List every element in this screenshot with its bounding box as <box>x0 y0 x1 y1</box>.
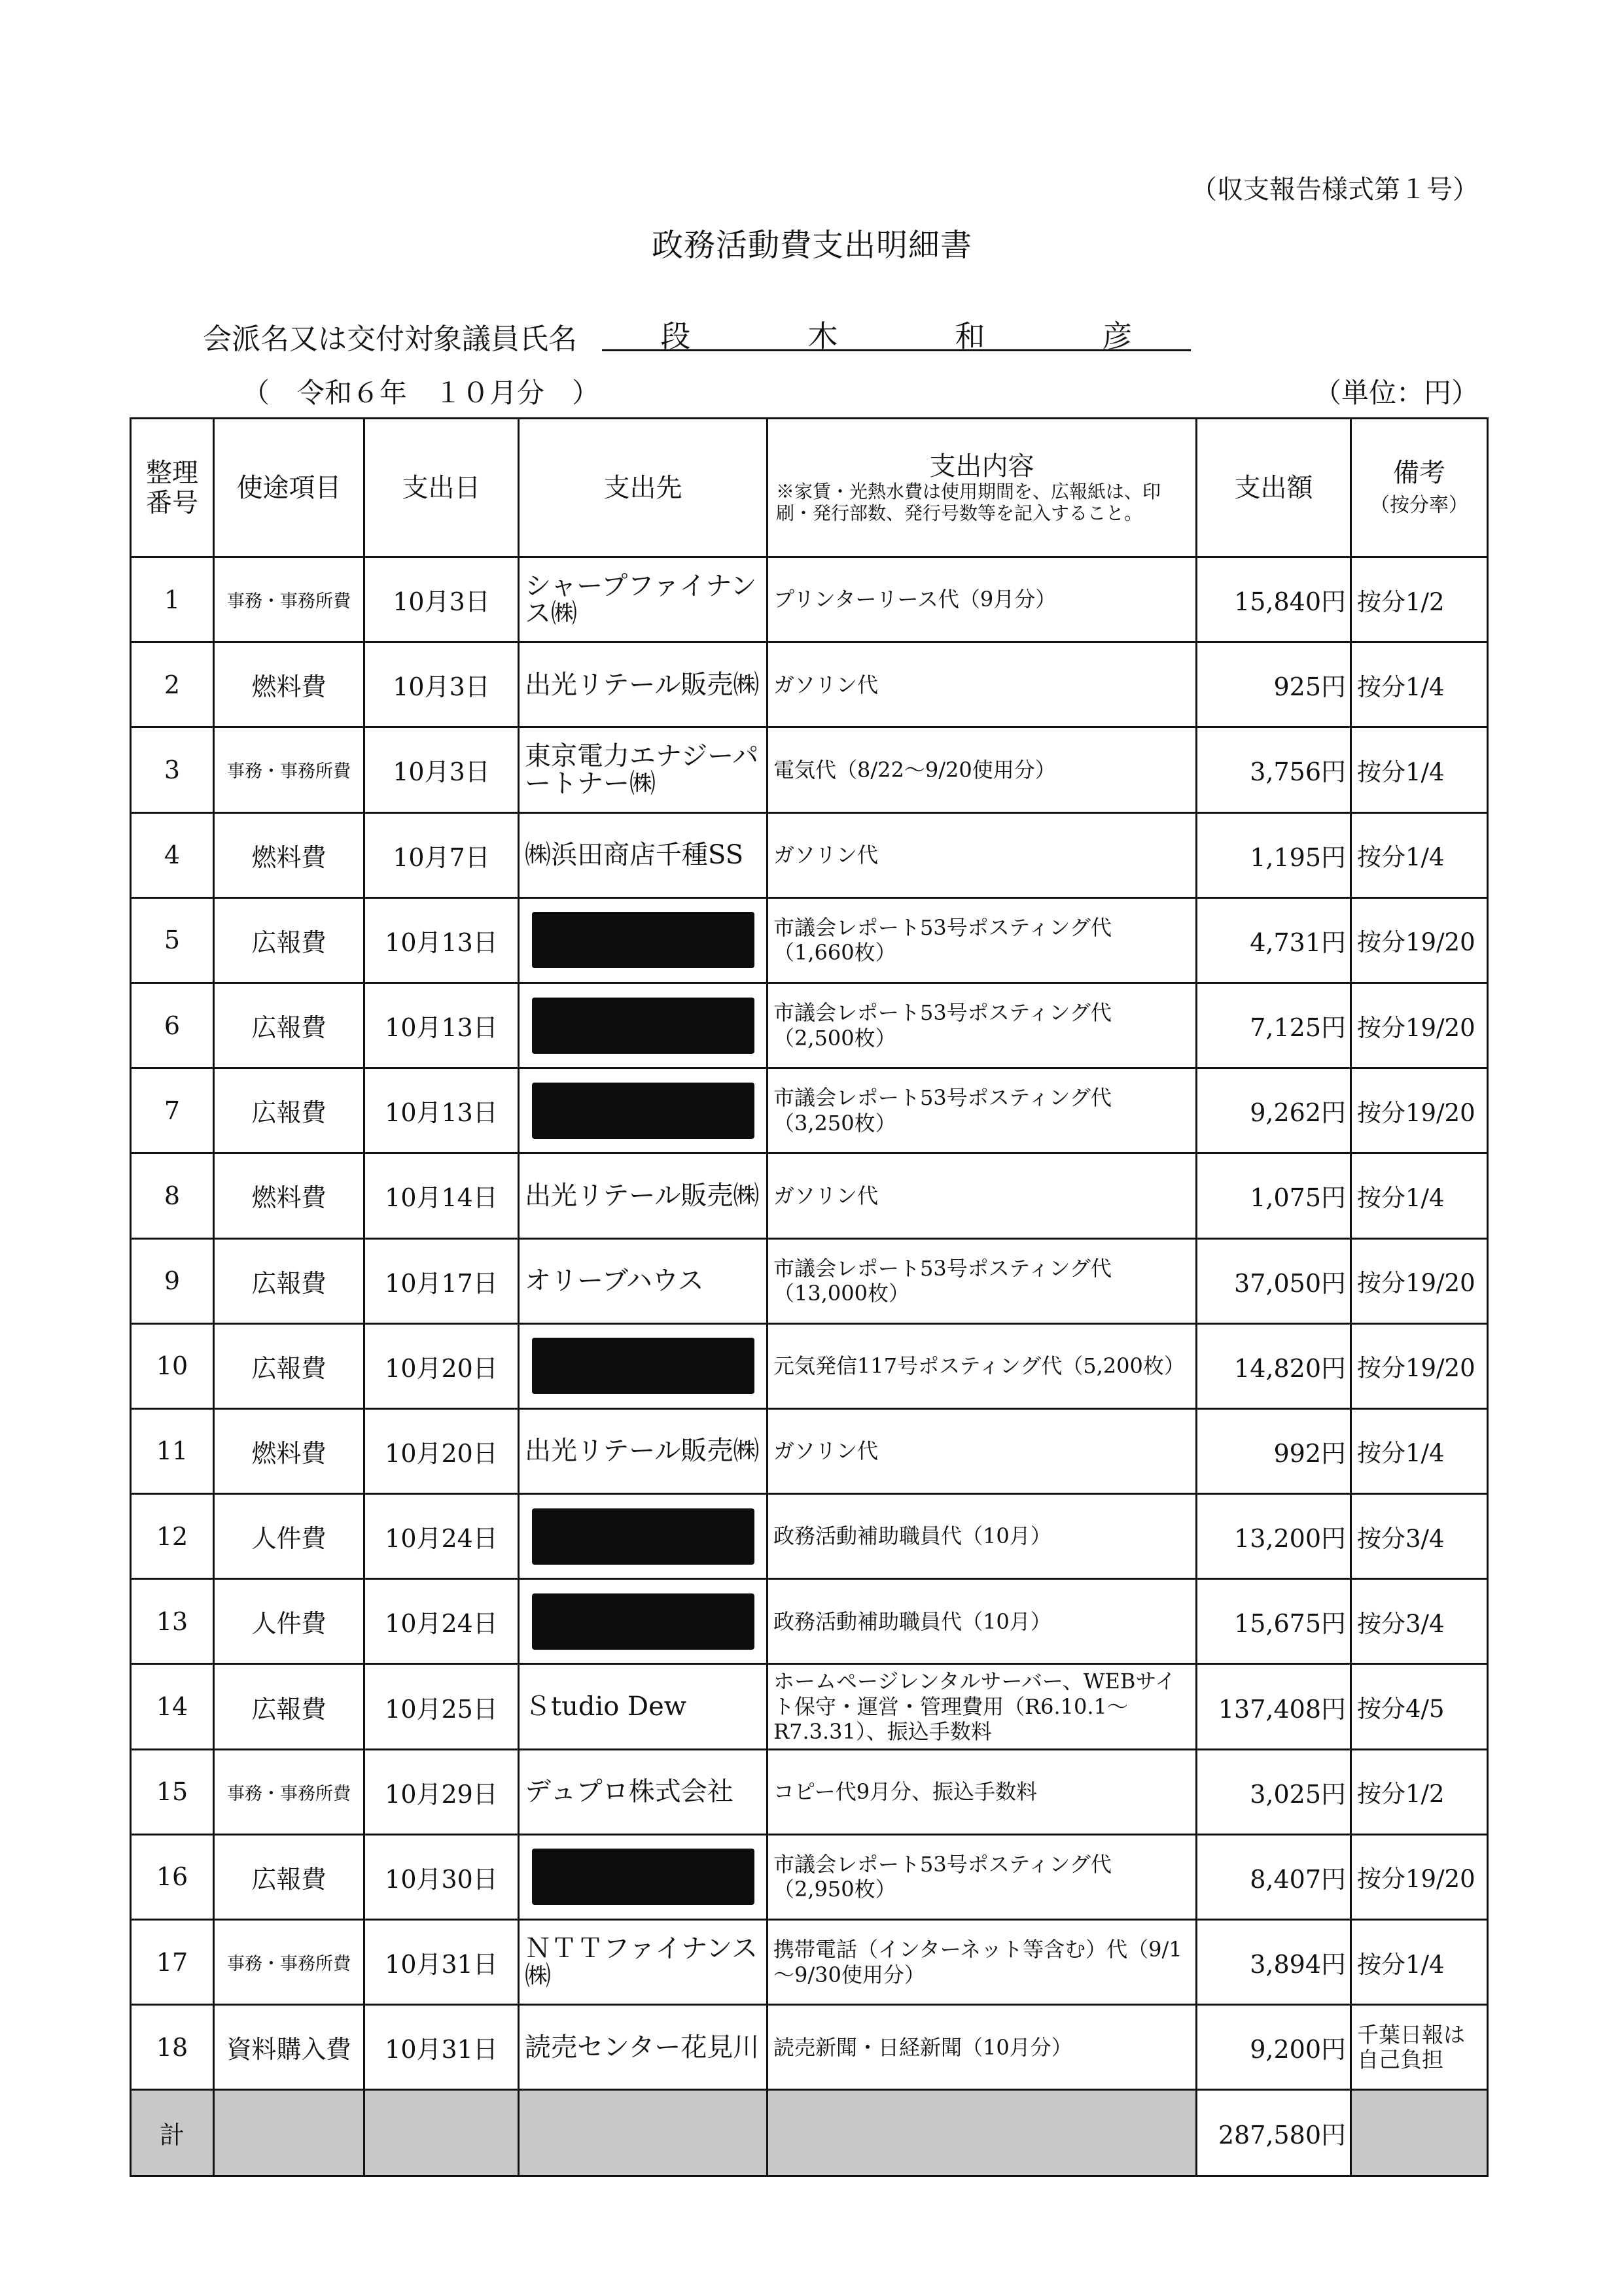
row-remarks: 按分19/20 <box>1351 1068 1488 1153</box>
row-date: 10月13日 <box>364 983 519 1068</box>
row-number: 6 <box>131 983 214 1068</box>
redaction-block <box>532 1083 754 1139</box>
row-date: 10月31日 <box>364 1920 519 2005</box>
row-payee: Ｓtudio Dew <box>519 1664 768 1749</box>
row-date: 10月24日 <box>364 1579 519 1664</box>
row-payee: 出光リテール販売㈱ <box>519 1153 768 1238</box>
row-detail: ガソリン代 <box>768 812 1197 897</box>
row-category: 事務・事務所費 <box>214 727 364 812</box>
row-detail: 市議会レポート53号ポスティング代（2,500枚） <box>768 983 1197 1068</box>
row-category: 広報費 <box>214 983 364 1068</box>
row-amount: 14,820円 <box>1197 1323 1351 1408</box>
row-payee: 出光リテール販売㈱ <box>519 1408 768 1493</box>
row-date: 10月20日 <box>364 1323 519 1408</box>
row-payee: ＮＴＴファイナンス㈱ <box>519 1920 768 2005</box>
row-detail: 元気発信117号ポスティング代（5,200枚） <box>768 1323 1197 1408</box>
header-detail <box>768 419 1197 557</box>
total-row <box>131 2090 1488 2176</box>
row-detail: 市議会レポート53号ポスティング代（13,000枚） <box>768 1238 1197 1323</box>
row-category: 広報費 <box>214 1664 364 1749</box>
header-remarks-sub: （按分率） <box>1370 493 1468 517</box>
row-number: 7 <box>131 1068 214 1153</box>
table-row <box>131 1664 1488 1749</box>
row-category: 燃料費 <box>214 1153 364 1238</box>
row-payee: シャープファイナンス㈱ <box>519 557 768 642</box>
period-label: （ 令和６年 １０月分 ） <box>242 377 600 409</box>
row-amount: 992円 <box>1197 1408 1351 1493</box>
table-row <box>131 1749 1488 1834</box>
row-detail: ガソリン代 <box>768 1153 1197 1238</box>
row-date: 10月14日 <box>364 1153 519 1238</box>
row-category: 事務・事務所費 <box>214 1749 364 1834</box>
row-date: 10月29日 <box>364 1749 519 1834</box>
redaction-block <box>532 912 754 968</box>
table-row <box>131 557 1488 642</box>
row-amount: 3,756円 <box>1197 727 1351 812</box>
row-amount: 37,050円 <box>1197 1238 1351 1323</box>
row-detail: 政務活動補助職員代（10月） <box>768 1494 1197 1579</box>
row-remarks: 按分1/4 <box>1351 812 1488 897</box>
row-amount: 13,200円 <box>1197 1494 1351 1579</box>
member-name <box>602 313 1191 354</box>
row-number: 16 <box>131 1834 214 1919</box>
row-number: 5 <box>131 897 214 983</box>
row-detail: 市議会レポート53号ポスティング代（1,660枚） <box>768 897 1197 983</box>
header-row <box>131 419 1488 557</box>
row-amount: 3,025円 <box>1197 1749 1351 1834</box>
row-category: 事務・事務所費 <box>214 1920 364 2005</box>
table-row <box>131 897 1488 983</box>
row-number: 1 <box>131 557 214 642</box>
document-title: 政務活動費支出明細書 <box>651 227 972 264</box>
row-amount: 925円 <box>1197 642 1351 727</box>
row-number: 18 <box>131 2005 214 2090</box>
row-detail: コピー代9月分、振込手数料 <box>768 1749 1197 1834</box>
row-category: 広報費 <box>214 1068 364 1153</box>
row-remarks: 按分1/4 <box>1351 642 1488 727</box>
row-number: 10 <box>131 1323 214 1408</box>
row-amount: 3,894円 <box>1197 1920 1351 2005</box>
row-payee: デュプロ株式会社 <box>519 1749 768 1834</box>
row-category: 人件費 <box>214 1494 364 1579</box>
redaction-block <box>532 1593 754 1650</box>
total-empty-cell <box>1351 2090 1488 2176</box>
row-payee: 読売センター花見川 <box>519 2005 768 2090</box>
table-row <box>131 1238 1488 1323</box>
row-remarks: 千葉日報は自己負担 <box>1351 2005 1488 2090</box>
row-remarks: 按分1/4 <box>1351 1920 1488 2005</box>
row-number: 17 <box>131 1920 214 2005</box>
member-name-char: 和 <box>955 319 985 354</box>
redaction-block <box>532 998 754 1054</box>
row-category: 広報費 <box>214 1323 364 1408</box>
row-payee <box>519 1323 768 1408</box>
row-amount: 1,195円 <box>1197 812 1351 897</box>
row-payee <box>519 983 768 1068</box>
row-detail: 携帯電話（インターネット等含む）代（9/1～9/30使用分） <box>768 1920 1197 2005</box>
header-payee: 支出先 <box>519 419 768 557</box>
header-detail-label: 支出内容 <box>929 451 1034 482</box>
row-date: 10月7日 <box>364 812 519 897</box>
unit-label: （単位：円） <box>1313 377 1479 409</box>
row-amount: 8,407円 <box>1197 1834 1351 1919</box>
row-remarks: 按分1/4 <box>1351 727 1488 812</box>
form-number: （収支報告様式第１号） <box>1191 175 1479 205</box>
row-number: 11 <box>131 1408 214 1493</box>
table-row <box>131 727 1488 812</box>
row-number: 3 <box>131 727 214 812</box>
row-number: 13 <box>131 1579 214 1664</box>
table-row <box>131 1494 1488 1579</box>
row-number: 15 <box>131 1749 214 1834</box>
row-remarks: 按分19/20 <box>1351 1834 1488 1919</box>
row-remarks: 按分3/4 <box>1351 1579 1488 1664</box>
header-amount: 支出額 <box>1197 419 1351 557</box>
member-name-char: 彦 <box>1102 319 1133 354</box>
row-remarks: 按分1/2 <box>1351 557 1488 642</box>
row-number: 2 <box>131 642 214 727</box>
row-remarks: 按分19/20 <box>1351 1323 1488 1408</box>
row-payee <box>519 897 768 983</box>
row-number: 9 <box>131 1238 214 1323</box>
row-number: 14 <box>131 1664 214 1749</box>
row-date: 10月30日 <box>364 1834 519 1919</box>
row-detail: ガソリン代 <box>768 1408 1197 1493</box>
row-amount: 9,262円 <box>1197 1068 1351 1153</box>
row-remarks: 按分19/20 <box>1351 1238 1488 1323</box>
row-detail: 読売新聞・日経新聞（10月分） <box>768 2005 1197 2090</box>
row-remarks: 按分19/20 <box>1351 983 1488 1068</box>
row-remarks: 按分1/4 <box>1351 1408 1488 1493</box>
row-date: 10月25日 <box>364 1664 519 1749</box>
redaction-block <box>532 1849 754 1905</box>
row-payee <box>519 1494 768 1579</box>
row-payee: オリーブハウス <box>519 1238 768 1323</box>
row-date: 10月3日 <box>364 642 519 727</box>
table-row <box>131 1323 1488 1408</box>
row-payee: 東京電力エナジーパートナー㈱ <box>519 727 768 812</box>
row-amount: 7,125円 <box>1197 983 1351 1068</box>
row-payee <box>519 1834 768 1919</box>
row-date: 10月3日 <box>364 727 519 812</box>
member-name-char: 段 <box>660 319 691 354</box>
table-body <box>131 557 1488 2090</box>
row-category: 広報費 <box>214 1238 364 1323</box>
table-row <box>131 812 1488 897</box>
table-row <box>131 1920 1488 2005</box>
row-remarks: 按分1/4 <box>1351 1153 1488 1238</box>
row-payee <box>519 1068 768 1153</box>
row-number: 8 <box>131 1153 214 1238</box>
row-number: 4 <box>131 812 214 897</box>
table-row <box>131 1579 1488 1664</box>
redaction-block <box>532 1508 754 1565</box>
row-remarks: 按分1/2 <box>1351 1749 1488 1834</box>
row-category: 資料購入費 <box>214 2005 364 2090</box>
total-empty-cell <box>364 2090 519 2176</box>
total-empty-cell <box>519 2090 768 2176</box>
header-date: 支出日 <box>364 419 519 557</box>
row-date: 10月3日 <box>364 557 519 642</box>
row-amount: 4,731円 <box>1197 897 1351 983</box>
table-row <box>131 1408 1488 1493</box>
row-category: 燃料費 <box>214 1408 364 1493</box>
row-date: 10月13日 <box>364 1068 519 1153</box>
header-detail-note: ※家賃・光熱水費は使用期間を、広報紙は、印刷・発行部数、発行号数等を記入すること。 <box>776 481 1161 524</box>
redaction-block <box>532 1338 754 1394</box>
row-amount: 137,408円 <box>1197 1664 1351 1749</box>
row-date: 10月20日 <box>364 1408 519 1493</box>
table-row <box>131 983 1488 1068</box>
row-date: 10月24日 <box>364 1494 519 1579</box>
table-row <box>131 1068 1488 1153</box>
row-detail: 市議会レポート53号ポスティング代（3,250枚） <box>768 1068 1197 1153</box>
row-detail: ガソリン代 <box>768 642 1197 727</box>
row-detail: 電気代（8/22～9/20使用分） <box>768 727 1197 812</box>
table-row <box>131 1834 1488 1919</box>
row-category: 広報費 <box>214 897 364 983</box>
row-category: 人件費 <box>214 1579 364 1664</box>
total-label: 計 <box>131 2090 214 2176</box>
row-category: 事務・事務所費 <box>214 557 364 642</box>
row-payee: 出光リテール販売㈱ <box>519 642 768 727</box>
row-date: 10月13日 <box>364 897 519 983</box>
row-amount: 15,675円 <box>1197 1579 1351 1664</box>
header-no: 整理番号 <box>131 419 214 557</box>
row-remarks: 按分3/4 <box>1351 1494 1488 1579</box>
row-detail: ホームページレンタルサーバー、WEBサイト保守・運営・管理費用（R6.10.1～R7.3.31）、振込手数料 <box>768 1664 1197 1749</box>
row-amount: 15,840円 <box>1197 557 1351 642</box>
total-empty-cell <box>768 2090 1197 2176</box>
row-payee <box>519 1579 768 1664</box>
table-row <box>131 1153 1488 1238</box>
row-category: 広報費 <box>214 1834 364 1919</box>
header-category: 使途項目 <box>214 419 364 557</box>
member-name-char: 木 <box>807 319 838 354</box>
row-detail: 市議会レポート53号ポスティング代（2,950枚） <box>768 1834 1197 1919</box>
row-number: 12 <box>131 1494 214 1579</box>
row-remarks: 按分19/20 <box>1351 897 1488 983</box>
expense-table <box>130 417 1489 2177</box>
member-label: 会派名又は交付対象議員氏名 <box>203 322 577 356</box>
table-row <box>131 642 1488 727</box>
row-date: 10月31日 <box>364 2005 519 2090</box>
row-category: 燃料費 <box>214 812 364 897</box>
header-remarks: 備考 （按分率） <box>1351 419 1488 557</box>
row-date: 10月17日 <box>364 1238 519 1323</box>
total-amount: 287,580円 <box>1197 2090 1351 2176</box>
row-payee: ㈱浜田商店千種SS <box>519 812 768 897</box>
row-amount: 9,200円 <box>1197 2005 1351 2090</box>
row-remarks: 按分4/5 <box>1351 1664 1488 1749</box>
row-detail: プリンターリース代（9月分） <box>768 557 1197 642</box>
table-row <box>131 2005 1488 2090</box>
total-empty-cell <box>214 2090 364 2176</box>
row-amount: 1,075円 <box>1197 1153 1351 1238</box>
row-category: 燃料費 <box>214 642 364 727</box>
row-detail: 政務活動補助職員代（10月） <box>768 1579 1197 1664</box>
